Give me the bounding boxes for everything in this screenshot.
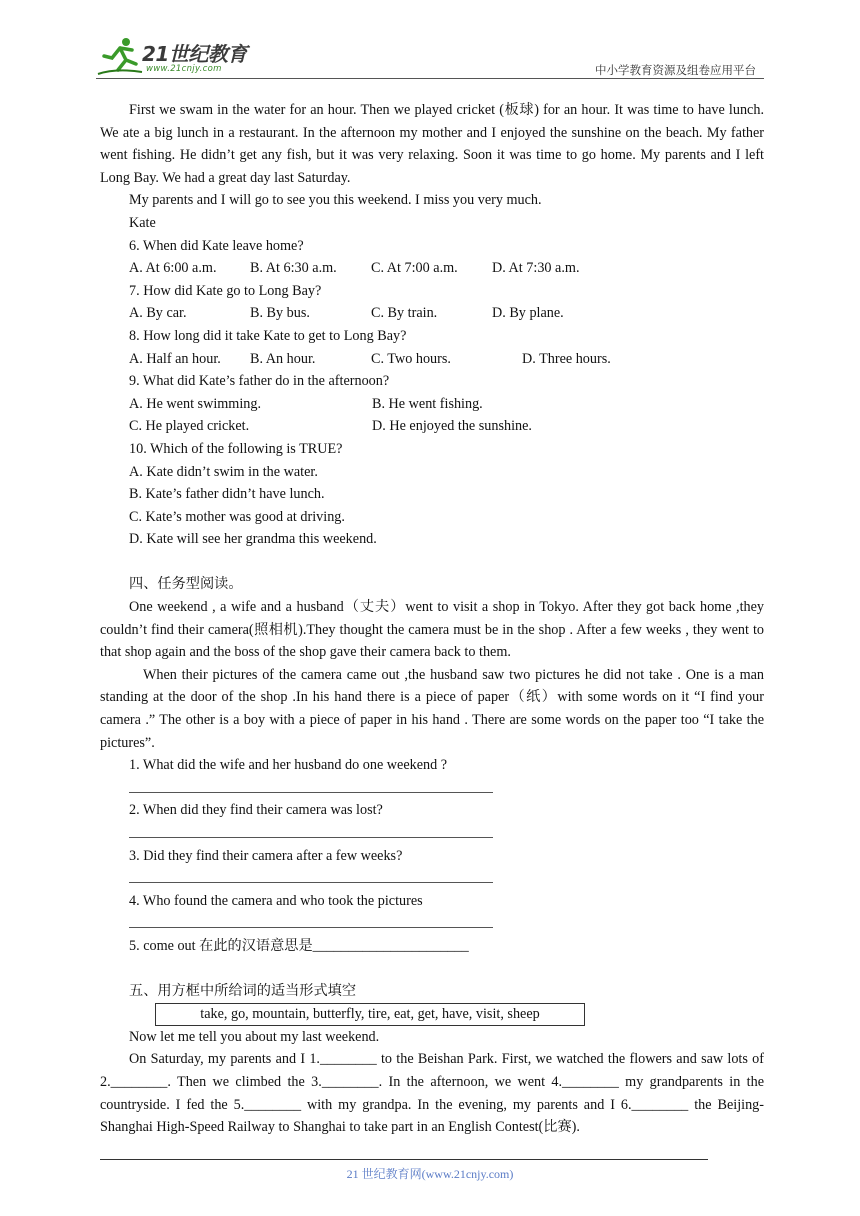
option: A. He went swimming.: [129, 395, 262, 412]
task-question-4: 4. Who found the camera and who took the pictures: [129, 892, 423, 909]
page-header: [96, 34, 764, 78]
option: D. By plane.: [492, 305, 564, 322]
document-body: [100, 99, 764, 1139]
option: D. Kate will see her grandma this weekend.: [129, 531, 377, 548]
section5-intro: Now let me tell you about my last weekend.: [129, 1028, 380, 1045]
answer-line[interactable]: [129, 912, 493, 935]
page-footer: 21 世纪教育网(www.21cnjy.com): [346, 1167, 514, 1181]
passage1-para2: My parents and I will go to see you this weekend. I miss you very much.: [129, 192, 542, 209]
option: B. An hour.: [250, 350, 316, 367]
section5-cloze-paragraph: On Saturday, my parents and I 1.________ to the Beishan Park. First, we watched the flowers and saw lots of 2.________. Then we climbed the 3.________. In the afternoon, we went 4.________ my grandparents in the countryside. I fed the 5.________ with my grandpa. In the evening, my parents and I 6.________ the Beijing-Shanghai High-Speed Railway to Shanghai to take part in an English Contest(比赛).: [100, 1051, 764, 1136]
option: A. At 6:00 a.m.: [129, 260, 217, 277]
section4-para1: One weekend , a wife and a husband（丈夫）went to visit a shop in Tokyo. After they got back home ,they couldn’t find their camera(照相机).They thought the camera must be in the shop . After a few weeks , they went to that shop again and the boss of the shop gave their camera back to them.: [100, 599, 764, 661]
task-question-2: 2. When did they find their camera was lost?: [129, 802, 383, 819]
option: C. Kate’s mother was good at driving.: [129, 508, 345, 525]
question-7-options: [100, 302, 764, 325]
question-8: 8. How long did it take Kate to get to Long Bay?: [129, 327, 407, 344]
task-question-1: 1. What did the wife and her husband do one weekend ?: [129, 757, 448, 774]
logo-url: www.21cnjy.com: [146, 64, 222, 74]
section4-para2: When their pictures of the camera came out ,the husband saw two pictures he did not take . One is a man standing at the door of the shop .In his hand there is a piece of paper（纸）with some words on it “I find your camera .” The other is a boy with a piece of paper in his hand . There are some words on the paper too “I take the pictures”.: [100, 666, 764, 751]
question-9-options-row1: [100, 393, 764, 416]
option: D. At 7:30 a.m.: [492, 260, 580, 277]
option: A. By car.: [129, 305, 187, 322]
option: B. He went fishing.: [372, 395, 483, 412]
question-6: 6. When did Kate leave home?: [129, 237, 304, 254]
answer-line[interactable]: [129, 777, 493, 800]
option: A. Half an hour.: [129, 350, 221, 367]
header-divider: [96, 78, 764, 79]
option: D. He enjoyed the sunshine.: [372, 418, 532, 435]
answer-line[interactable]: [129, 867, 493, 890]
section5-heading: 五、用方框中所给词的适当形式填空: [129, 983, 357, 1000]
platform-title: 中小学教育资源及组卷应用平台: [595, 63, 756, 77]
task-question-3: 3. Did they find their camera after a few weeks?: [129, 847, 403, 864]
question-10: 10. Which of the following is TRUE?: [129, 440, 343, 457]
section4-heading: 四、任务型阅读。: [129, 576, 243, 593]
question-9-options-row2: [100, 415, 764, 438]
word-box: take, go, mountain, butterfly, tire, eat, get, have, visit, sheep: [155, 1003, 585, 1026]
option: B. Kate’s father didn’t have lunch.: [129, 486, 325, 503]
logo-text: 21世纪教育: [142, 42, 247, 66]
question-8-options: [100, 348, 764, 371]
site-logo: [96, 34, 266, 78]
option: C. At 7:00 a.m.: [371, 260, 458, 277]
answer-line[interactable]: [129, 822, 493, 845]
option: C. By train.: [371, 305, 438, 322]
footer-divider: [100, 1159, 708, 1160]
question-9: 9. What did Kate’s father do in the afternoon?: [129, 373, 390, 390]
option: D. Three hours.: [522, 350, 611, 367]
option: A. Kate didn’t swim in the water.: [129, 463, 318, 480]
question-7: 7. How did Kate go to Long Bay?: [129, 282, 322, 299]
question-6-options: [100, 257, 764, 280]
passage1-para1: First we swam in the water for an hour. Then we played cricket (板球) for an hour. It was time to have lunch. We ate a big lunch in a restaurant. In the afternoon my mother and I enjoyed the sunshine on the beach. My father went fishing. He didn’t get any fish, but it was very relaxing. Soon it was time to go home. My parents and I left Long Bay. We had a great day last Saturday.: [100, 102, 764, 186]
runner-logo-icon: [96, 34, 144, 78]
option: B. At 6:30 a.m.: [250, 260, 337, 277]
passage1-signature: Kate: [129, 214, 156, 231]
task-question-5: 5. come out 在此的汉语意思是______________________: [129, 937, 469, 954]
option: C. Two hours.: [371, 350, 451, 367]
option: C. He played cricket.: [129, 418, 250, 435]
option: B. By bus.: [250, 305, 310, 322]
